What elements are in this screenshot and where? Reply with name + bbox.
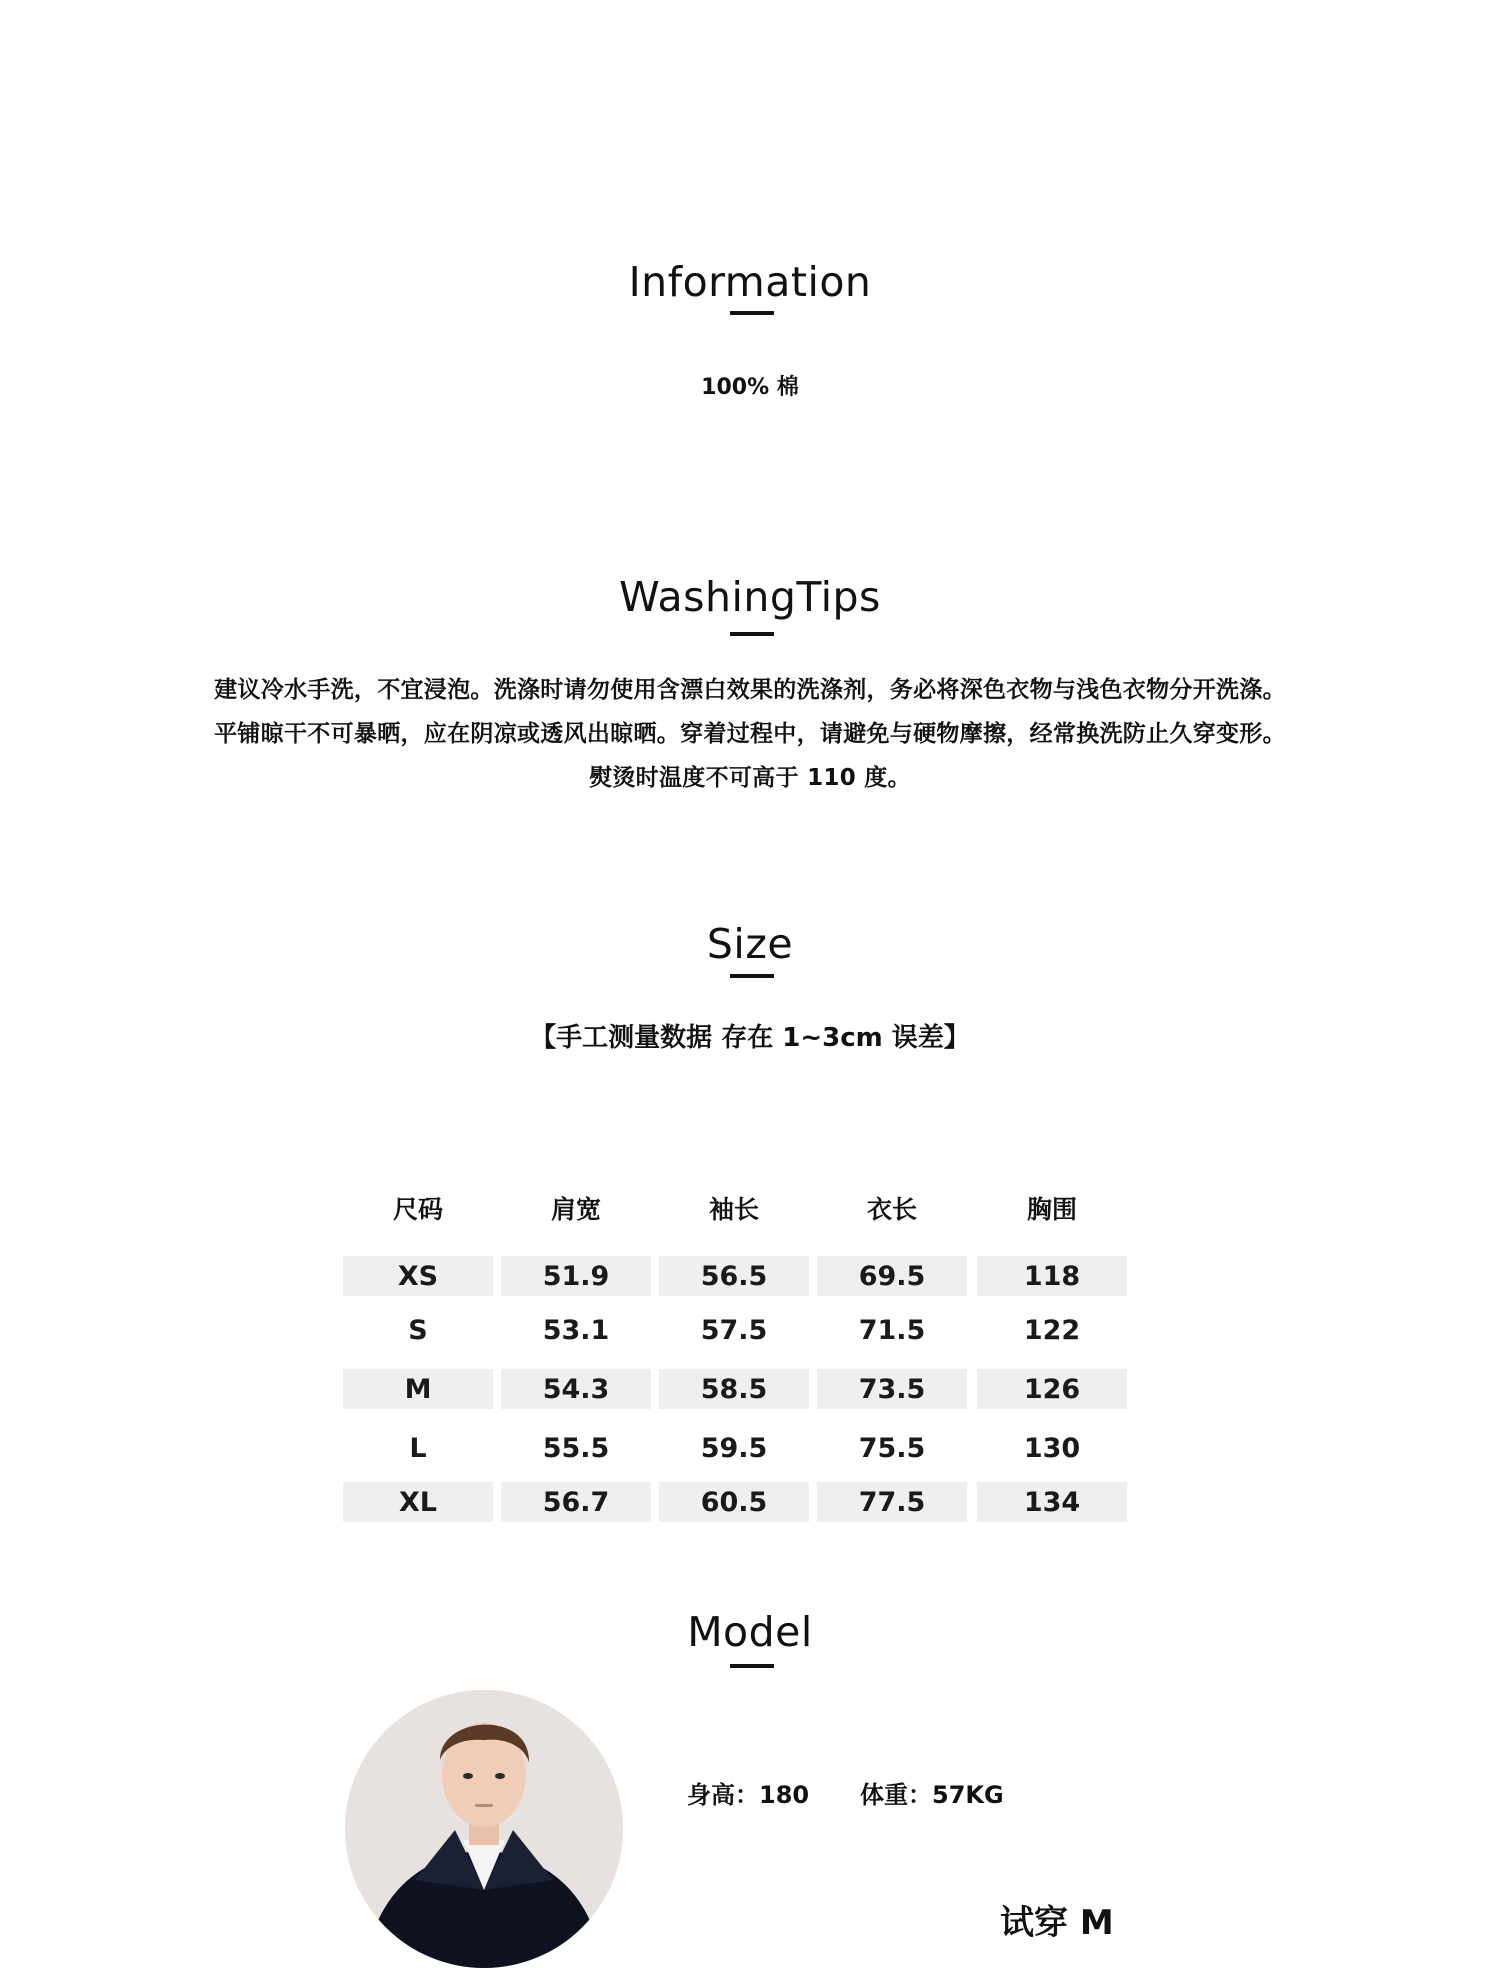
table-row: [343, 1428, 1127, 1468]
header-length: 衣长: [866, 1195, 917, 1224]
cell-size: S: [408, 1315, 428, 1346]
header-chest: 胸围: [1026, 1195, 1077, 1224]
cell-chest: 122: [1023, 1315, 1081, 1346]
size-underline: [730, 974, 774, 978]
model-fit-size: 试穿 M: [1000, 1903, 1114, 1943]
cell-shoulder: 51.9: [501, 1256, 651, 1296]
header-shoulder: 肩宽: [550, 1195, 601, 1224]
cell-length: 71.5: [858, 1315, 926, 1346]
cell-length: 75.5: [858, 1433, 926, 1464]
information-content: 100% 棉: [701, 375, 799, 400]
washing-title: WashingTips: [619, 573, 881, 621]
header-sleeve: 袖长: [708, 1195, 759, 1224]
model-height: 身高：180: [687, 1781, 810, 1809]
size-note: 【手工测量数据 存在 1~3cm 误差】: [530, 1023, 970, 1053]
size-title: Size: [706, 920, 794, 968]
cell-chest: 134: [977, 1482, 1127, 1522]
model-weight: 体重：57KG: [860, 1781, 1004, 1809]
washing-line: 建议冷水手洗，不宜浸泡。洗涤时请勿使用含漂白效果的洗涤剂，务必将深色衣物与浅色衣物分开洗涤。: [214, 677, 1286, 703]
header-size: 尺码: [392, 1195, 443, 1224]
information-underline: [730, 311, 774, 315]
cell-chest: 130: [1023, 1433, 1081, 1464]
washing-tips-text: [140, 668, 1360, 800]
model-underline: [730, 1664, 774, 1668]
cell-sleeve: 58.5: [659, 1369, 809, 1409]
table-row: [343, 1482, 1127, 1522]
size-table: [343, 1178, 1127, 1518]
cell-size: L: [409, 1433, 427, 1464]
washing-underline: [730, 632, 774, 636]
washing-line: 平铺晾干不可暴晒，应在阴凉或透风出晾晒。穿着过程中，请避免与硬物摩擦，经常换洗防止久穿变形。: [214, 721, 1286, 747]
model-section: [0, 1690, 1500, 1943]
cell-size: M: [343, 1369, 493, 1409]
model-avatar: [345, 1690, 623, 1968]
cell-sleeve: 56.5: [659, 1256, 809, 1296]
cell-sleeve: 57.5: [700, 1315, 768, 1346]
cell-length: 77.5: [817, 1482, 967, 1522]
cell-chest: 126: [977, 1369, 1127, 1409]
cell-sleeve: 59.5: [700, 1433, 768, 1464]
cell-chest: 118: [977, 1256, 1127, 1296]
table-row: [343, 1369, 1127, 1409]
cell-length: 73.5: [817, 1369, 967, 1409]
model-title: Model: [687, 1608, 813, 1656]
cell-size: XS: [343, 1256, 493, 1296]
table-row: [343, 1256, 1127, 1296]
information-title: Information: [628, 258, 872, 306]
cell-sleeve: 60.5: [659, 1482, 809, 1522]
washing-line: 熨烫时温度不可高于 110 度。: [589, 765, 911, 791]
cell-shoulder: 53.1: [542, 1315, 610, 1346]
cell-length: 69.5: [817, 1256, 967, 1296]
cell-size: XL: [343, 1482, 493, 1522]
table-row: [343, 1310, 1127, 1350]
model-portrait-image: [345, 1690, 623, 1968]
cell-shoulder: 56.7: [501, 1482, 651, 1522]
cell-shoulder: 54.3: [501, 1369, 651, 1409]
cell-shoulder: 55.5: [542, 1433, 610, 1464]
size-table-header: [343, 1178, 1127, 1238]
